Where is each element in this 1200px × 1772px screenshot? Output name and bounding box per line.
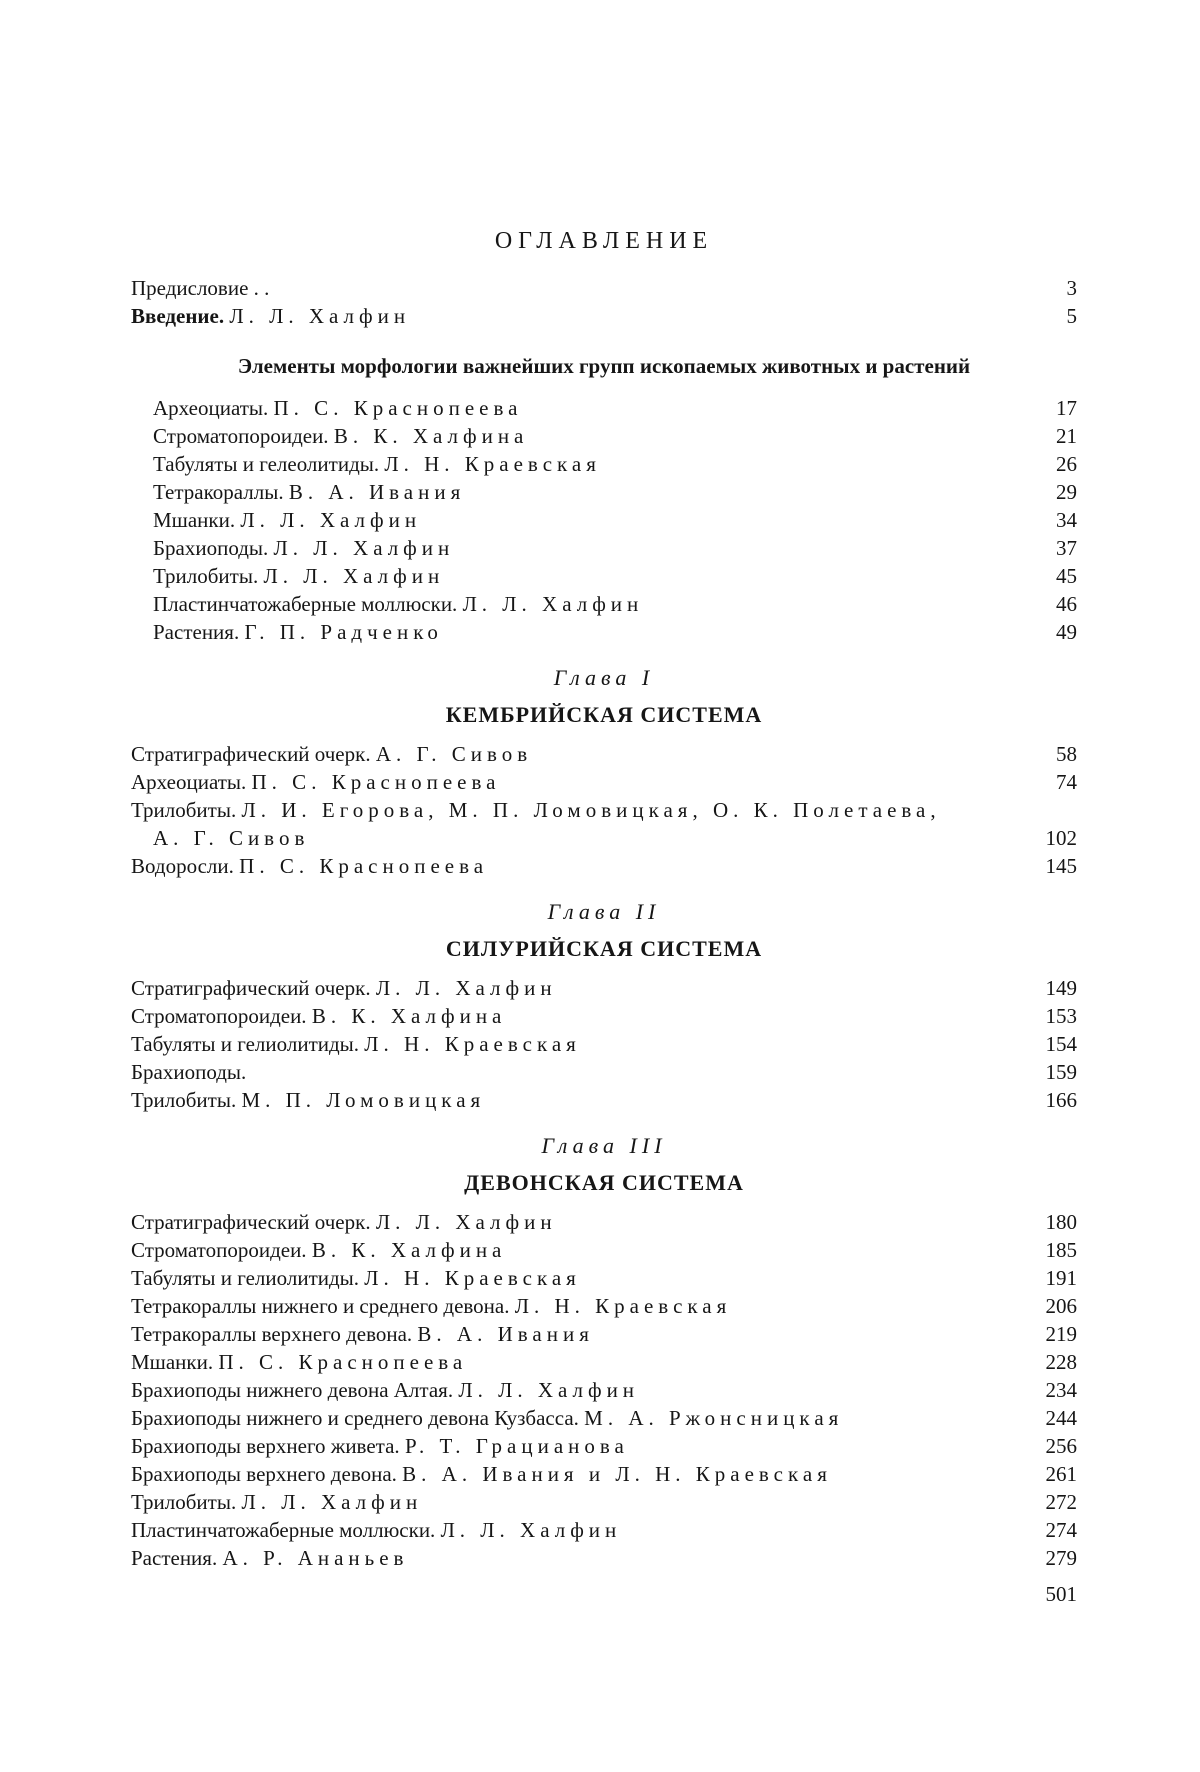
- entry-author: Р. Т. Грацианова: [404, 1434, 629, 1458]
- front-matter: [131, 274, 1077, 330]
- toc-entry: [131, 1264, 1077, 1292]
- entry-author: А. Г. Сивов: [375, 742, 533, 766]
- entry-text: [131, 1544, 1017, 1572]
- entry-author: В. К. Халфина: [311, 1004, 507, 1028]
- toc-entry: [131, 590, 1077, 618]
- entry-author: Л. Н. Краевская: [384, 452, 601, 476]
- toc-entry: [131, 302, 1077, 330]
- entry-author: В. К. Халфина: [333, 424, 529, 448]
- entry-title: Трилобиты.: [131, 1088, 237, 1112]
- entry-title: Брахиоподы верхнего живета.: [131, 1434, 400, 1458]
- toc-entry: [131, 506, 1077, 534]
- entry-title: Археоциаты.: [131, 770, 247, 794]
- entry-author: В. К. Халфина: [311, 1238, 507, 1262]
- entry-page: 29: [1056, 480, 1077, 504]
- toc-entry: [131, 796, 1077, 852]
- toc-entry: [131, 1058, 1077, 1086]
- entry-title: Тетракораллы верхнего девона.: [131, 1322, 413, 1346]
- entry-text: [131, 394, 1017, 422]
- page-number: 501: [1045, 1582, 1077, 1606]
- entry-text: [131, 768, 1017, 796]
- entry-text: [131, 1432, 1017, 1460]
- entry-title: Мшанки.: [153, 508, 236, 532]
- entry-author: Г. П. Радченко: [244, 620, 443, 644]
- entry-author: П. С. Краснопеева: [273, 396, 523, 420]
- entry-author: А. Р. Ананьев: [222, 1546, 409, 1570]
- toc-title: ОГЛАВЛЕНИЕ: [494, 228, 714, 254]
- entry-title: Табуляты и гелиолитиды.: [131, 1266, 360, 1290]
- entry-page: 74: [1056, 770, 1077, 794]
- toc-entry: [131, 1544, 1077, 1572]
- toc-entry: [131, 1488, 1077, 1516]
- chapters: [131, 664, 1077, 1572]
- entry-title: Предисловие . .: [131, 276, 270, 300]
- entry-page: 261: [1045, 1462, 1077, 1486]
- entry-text: [131, 422, 1017, 450]
- entry-text: [131, 506, 1017, 534]
- entry-title: Строматопороидеи.: [153, 424, 329, 448]
- toc-entry: [131, 534, 1077, 562]
- entry-page: 166: [1045, 1088, 1077, 1112]
- entry-text: [131, 852, 1017, 880]
- toc-entry: [131, 974, 1077, 1002]
- toc-entry: [131, 1432, 1077, 1460]
- toc-entry: [131, 1208, 1077, 1236]
- chapter-title: ДЕВОНСКАЯ СИСТЕМА: [464, 1170, 744, 1195]
- entry-page: 279: [1045, 1546, 1077, 1570]
- entry-author: П. С. Краснопеева: [251, 770, 501, 794]
- morphology-title: Элементы морфологии важнейших групп ископаемых животных и растений: [237, 354, 971, 378]
- entry-page: 274: [1045, 1518, 1077, 1542]
- entry-title: Археоциаты.: [153, 396, 269, 420]
- entry-author: Л. И. Егорова, М. П. Ломовицкая, О. К. Полетаева,: [241, 798, 941, 822]
- entry-page: 256: [1045, 1434, 1077, 1458]
- entry-page: 185: [1045, 1238, 1077, 1262]
- entry-author: М. А. Ржонсницкая: [584, 1406, 844, 1430]
- entry-author: Л. Л. Халфин: [440, 1518, 622, 1542]
- entry-page: 17: [1056, 396, 1077, 420]
- entry-title: Брахиоподы верхнего девона.: [131, 1462, 397, 1486]
- entry-text: [131, 1516, 1017, 1544]
- toc-entry: [131, 394, 1077, 422]
- toc-entry: [131, 1002, 1077, 1030]
- entry-author: Л. Л. Халфин: [263, 564, 445, 588]
- entry-title: Мшанки.: [131, 1350, 214, 1374]
- entry-text: [131, 302, 1017, 330]
- toc-entry: [131, 1320, 1077, 1348]
- toc-entry: [131, 1292, 1077, 1320]
- entry-title: Брахиоподы нижнего девона Алтая.: [131, 1378, 454, 1402]
- entry-author: Л. Л. Халфин: [458, 1378, 640, 1402]
- entry-title: Трилобиты.: [131, 1490, 237, 1514]
- toc-entry: [131, 1376, 1077, 1404]
- entry-author: П. С. Краснопеева: [239, 854, 489, 878]
- entry-page: 5: [1066, 304, 1077, 328]
- entry-page: 180: [1045, 1210, 1077, 1234]
- entry-page: 191: [1045, 1266, 1077, 1290]
- entry-page: 45: [1056, 564, 1077, 588]
- entry-title: Табуляты и гелеолитиды.: [153, 452, 380, 476]
- entry-text: [131, 274, 1017, 302]
- entry-text: [131, 1030, 1017, 1058]
- toc-entry: [131, 1516, 1077, 1544]
- entry-text: [131, 618, 1017, 646]
- entry-title: Трилобиты.: [153, 564, 259, 588]
- chapter-label: Глава I: [553, 665, 655, 690]
- entry-author: Л. Н. Краевская: [364, 1032, 581, 1056]
- entry-author: В. А. Ивания и Л. Н. Краевская: [402, 1462, 832, 1486]
- entry-page: 26: [1056, 452, 1077, 476]
- entry-text: [131, 1292, 1017, 1320]
- chapter-title: КЕМБРИЙСКАЯ СИСТЕМА: [445, 702, 763, 727]
- entry-author: Л. Н. Краевская: [364, 1266, 581, 1290]
- entry-text: [131, 1264, 1017, 1292]
- toc-entry: [131, 562, 1077, 590]
- entry-text: [131, 534, 1017, 562]
- entry-title: Пластинчатожаберные моллюски.: [131, 1518, 436, 1542]
- entry-text: [131, 1208, 1017, 1236]
- chapter-title: СИЛУРИЙСКАЯ СИСТЕМА: [445, 936, 763, 961]
- entry-page: 154: [1045, 1032, 1077, 1056]
- entry-text: [131, 1086, 1017, 1114]
- entry-author: Л. Н. Краевская: [514, 1294, 732, 1318]
- entry-page: 49: [1056, 620, 1077, 644]
- entry-text: [131, 1320, 1017, 1348]
- entry-text: [131, 1460, 1017, 1488]
- toc-entry: [131, 450, 1077, 478]
- entry-text: [131, 1376, 1017, 1404]
- entry-title: Стратиграфический очерк.: [131, 976, 371, 1000]
- entry-page: 34: [1056, 508, 1077, 532]
- entry-text: [131, 1058, 1017, 1086]
- entry-page: 234: [1045, 1378, 1077, 1402]
- entry-text: [131, 478, 1017, 506]
- entry-author: Л. Л. Халфин: [462, 592, 644, 616]
- entry-text: [131, 1348, 1017, 1376]
- entry-text: [131, 1002, 1017, 1030]
- entry-page: 21: [1056, 424, 1077, 448]
- chapter-section: [131, 898, 1077, 1114]
- entry-title: Брахиоподы.: [131, 1060, 247, 1084]
- chapter-label: Глава II: [547, 899, 661, 924]
- entry-text: [131, 740, 1017, 768]
- entry-title: Стратиграфический очерк.: [131, 1210, 371, 1234]
- entry-text: [131, 562, 1017, 590]
- toc-entry: [131, 478, 1077, 506]
- entry-page: 145: [1045, 854, 1077, 878]
- entry-author: П. С. Краснопеева: [218, 1350, 468, 1374]
- toc-entry: [131, 1236, 1077, 1264]
- entry-title: Водоросли.: [131, 854, 234, 878]
- entry-page: 159: [1045, 1060, 1077, 1084]
- entry-title: Брахиоподы нижнего и среднего девона Кузбасса.: [131, 1406, 579, 1430]
- entry-author: В. А. Ивания: [417, 1322, 594, 1346]
- toc-entry: [131, 852, 1077, 880]
- entry-page: 272: [1045, 1490, 1077, 1514]
- entry-page: 3: [1066, 276, 1077, 300]
- toc-entry: [131, 1348, 1077, 1376]
- entry-text: [131, 796, 1017, 852]
- toc-entry: [131, 618, 1077, 646]
- entry-title: Строматопороидеи.: [131, 1004, 307, 1028]
- entry-text: [131, 974, 1017, 1002]
- entry-text: [131, 1404, 1017, 1432]
- chapter-label: Глава III: [541, 1133, 667, 1158]
- entry-author: М. П. Ломовицкая: [241, 1088, 486, 1112]
- entry-author: Л. Л. Халфин: [375, 1210, 557, 1234]
- entry-page: 219: [1045, 1322, 1077, 1346]
- entry-author: Л. Л. Халфин: [229, 304, 411, 328]
- entry-text: [131, 1236, 1017, 1264]
- entry-author: В. А. Ивания: [288, 480, 466, 504]
- entry-page: 58: [1056, 742, 1077, 766]
- entry-text: [131, 1488, 1017, 1516]
- entry-text: [131, 590, 1017, 618]
- entry-author: Л. Л. Халфин: [273, 536, 455, 560]
- entry-page: 244: [1045, 1406, 1077, 1430]
- entry-title: Стратиграфический очерк.: [131, 742, 371, 766]
- toc-entry: [131, 740, 1077, 768]
- entry-page: 228: [1045, 1350, 1077, 1374]
- toc-entry: [131, 1086, 1077, 1114]
- toc-entry: [131, 274, 1077, 302]
- entry-author-cont: А. Г. Сивов: [153, 826, 310, 850]
- entry-page: 102: [1045, 826, 1077, 850]
- toc-entry: [131, 768, 1077, 796]
- entry-page: 206: [1045, 1294, 1077, 1318]
- entry-page: 46: [1056, 592, 1077, 616]
- morphology-entries: [131, 394, 1077, 646]
- toc-entry: [131, 1404, 1077, 1432]
- entry-author: Л. Л. Халфин: [241, 1490, 423, 1514]
- entry-author: Л. Л. Халфин: [375, 976, 557, 1000]
- toc-entry: [131, 1030, 1077, 1058]
- entry-title: Растения.: [153, 620, 240, 644]
- entry-page: 37: [1056, 536, 1077, 560]
- entry-page: 153: [1045, 1004, 1077, 1028]
- entry-title: Пластинчатожаберные моллюски.: [153, 592, 458, 616]
- chapter-section: [131, 1132, 1077, 1572]
- entry-title: Брахиоподы.: [153, 536, 269, 560]
- chapter-section: [131, 664, 1077, 880]
- entry-title: Строматопороидеи.: [131, 1238, 307, 1262]
- toc-entry: [131, 422, 1077, 450]
- entry-title: Табуляты и гелиолитиды.: [131, 1032, 360, 1056]
- entry-title: Тетракораллы.: [153, 480, 284, 504]
- entry-text: [131, 450, 1017, 478]
- table-of-contents: [131, 226, 1077, 1608]
- entry-title: Трилобиты.: [131, 798, 237, 822]
- entry-page: 149: [1045, 976, 1077, 1000]
- entry-title: Введение.: [131, 304, 225, 328]
- entry-title: Тетракораллы нижнего и среднего девона.: [131, 1294, 510, 1318]
- entry-title: Растения.: [131, 1546, 218, 1570]
- toc-entry: [131, 1460, 1077, 1488]
- entry-author: Л. Л. Халфин: [240, 508, 422, 532]
